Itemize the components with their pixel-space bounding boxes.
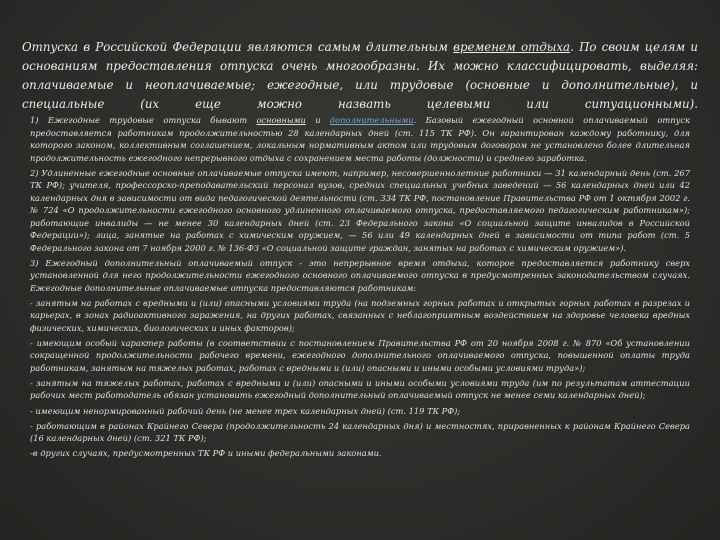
paragraph-1 [30, 114, 690, 164]
list-item-irregular-hours: - имеющим ненормированный рабочий день (не менее трех календарных дней) (ст. 119 ТК РФ); [30, 405, 461, 416]
p1-prefix: 1) Ежегодные трудовые отпуска бывают [30, 115, 257, 125]
link-additional-leave[interactable]: дополнительными [329, 115, 414, 125]
intro-text-part2: . По своим целям и основаниям предоставления отпуска очень многообразны. Их можно классифицировать, выделяя: оплачиваемые и неоплачиваемые; ежегодные, или трудовые (основные и дополнительные), и специальные (их еще можно назвать целевыми или ситуационными). [22, 39, 698, 111]
link-basic-leave[interactable]: основными [256, 115, 306, 125]
intro-paragraph [22, 38, 698, 114]
list-item-special-nature: - имеющим особый характер работы (в соответствии с постановлением Правительства РФ от 20 ноября 2008 г. № 870 «Об установлении сокращенной продолжительности рабочего времени, ежегодного дополнительного оплачиваемого отпуска, повышенной оплаты труда работникам, занятым на тяжелых работах, работах с вредными и (или) опасными и иными особыми условиями труда»); [30, 337, 690, 373]
content-body [30, 114, 690, 462]
list-item-other-cases: -в других случаях, предусмотренных ТК РФ и иными федеральными законами. [30, 448, 382, 459]
list-item-hazardous: - занятым на работах с вредными и (или) опасными условиями труда (на подземных горных работах и открытых горных работах в разрезах и карьерах, в зонах радиоактивного заражения, на других работах, связанных с неблагоприятным воздействием на здоровье человека вредных физических, химических, биологических и иных факторов); [30, 297, 690, 333]
list-item-heavy-work: - занятым на тяжелых работах, работах с вредными и (или) опасными и иными особыми условиями труда (им по результатам аттестации рабочих мест работодатель обязан установить ежегодный дополнительный оплачиваемый отпуск не менее семи календарных дней); [30, 377, 690, 401]
paragraph-2: 2) Удлиненные ежегодные основные оплачиваемые отпуска имеют, например, несовершеннолетние работники — 31 календарный день (ст. 267 ТК РФ); учителя, профессорско-преподавательский персонал вузов, средних специальных учебных заведений — 56 календарных дней или 42 календарных дня в зависимости от вида педагогической деятельности (ст. 334 ТК РФ, постановление Правительства РФ от 1 октября 2002 г. № 724 «О продолжительности ежегодного основного удлиненного оплачиваемого отпуска, предоставляемого педагогическим работникам»); работающие инвалиды — не менее 30 календарных дней (ст. 23 Федерального закона «О социальной защите инвалидов в Российской Федерации»); лица, занятые на работах с химическим оружием, — 56 или 49 календарных дней в зависимости от типа работ (ст. 5 Федерального закона от 7 ноября 2000 г. № 136-ФЗ «О социальной защите граждан, занятых на работах с химическим оружием»). [30, 167, 690, 253]
p1-rest: . Базовый ежегодный основной оплачиваемый отпуск предоставляется работникам продолжительностью 28 календарных дней (ст. 115 ТК РФ). Он гарантирован каждому работнику, для которого законом, коллективным соглашением, локальным нормативным актом или трудовым договором не установлено более длительная продолжительность ежегодного непрерывного отдыха с сохранением места работы (должности) и среднего заработка. [30, 115, 690, 163]
intro-text-part1: Отпуска в Российской Федерации являются самым длительным [22, 39, 454, 54]
list-item-far-north: - работающим в районах Крайнего Севера (продолжительность 24 календарных дня) и местностях, приравненных к районам Крайнего Севера (16 календарных дней) (ст. 321 ТК РФ); [30, 420, 690, 444]
p1-mid: и [305, 115, 330, 125]
intro-link-leisure-time[interactable]: временем отдыха [453, 39, 571, 54]
paragraph-3: 3) Ежегодный дополнительный оплачиваемый отпуск - это непрерывное время отдыха, которое предоставляется работнику сверх установленной для него продолжительности ежегодного основного оплачиваемого отпуска в предусмотренных законодательством случаях. Ежегодные дополнительные оплачиваемые отпуска предоставляются работникам: [30, 257, 690, 293]
